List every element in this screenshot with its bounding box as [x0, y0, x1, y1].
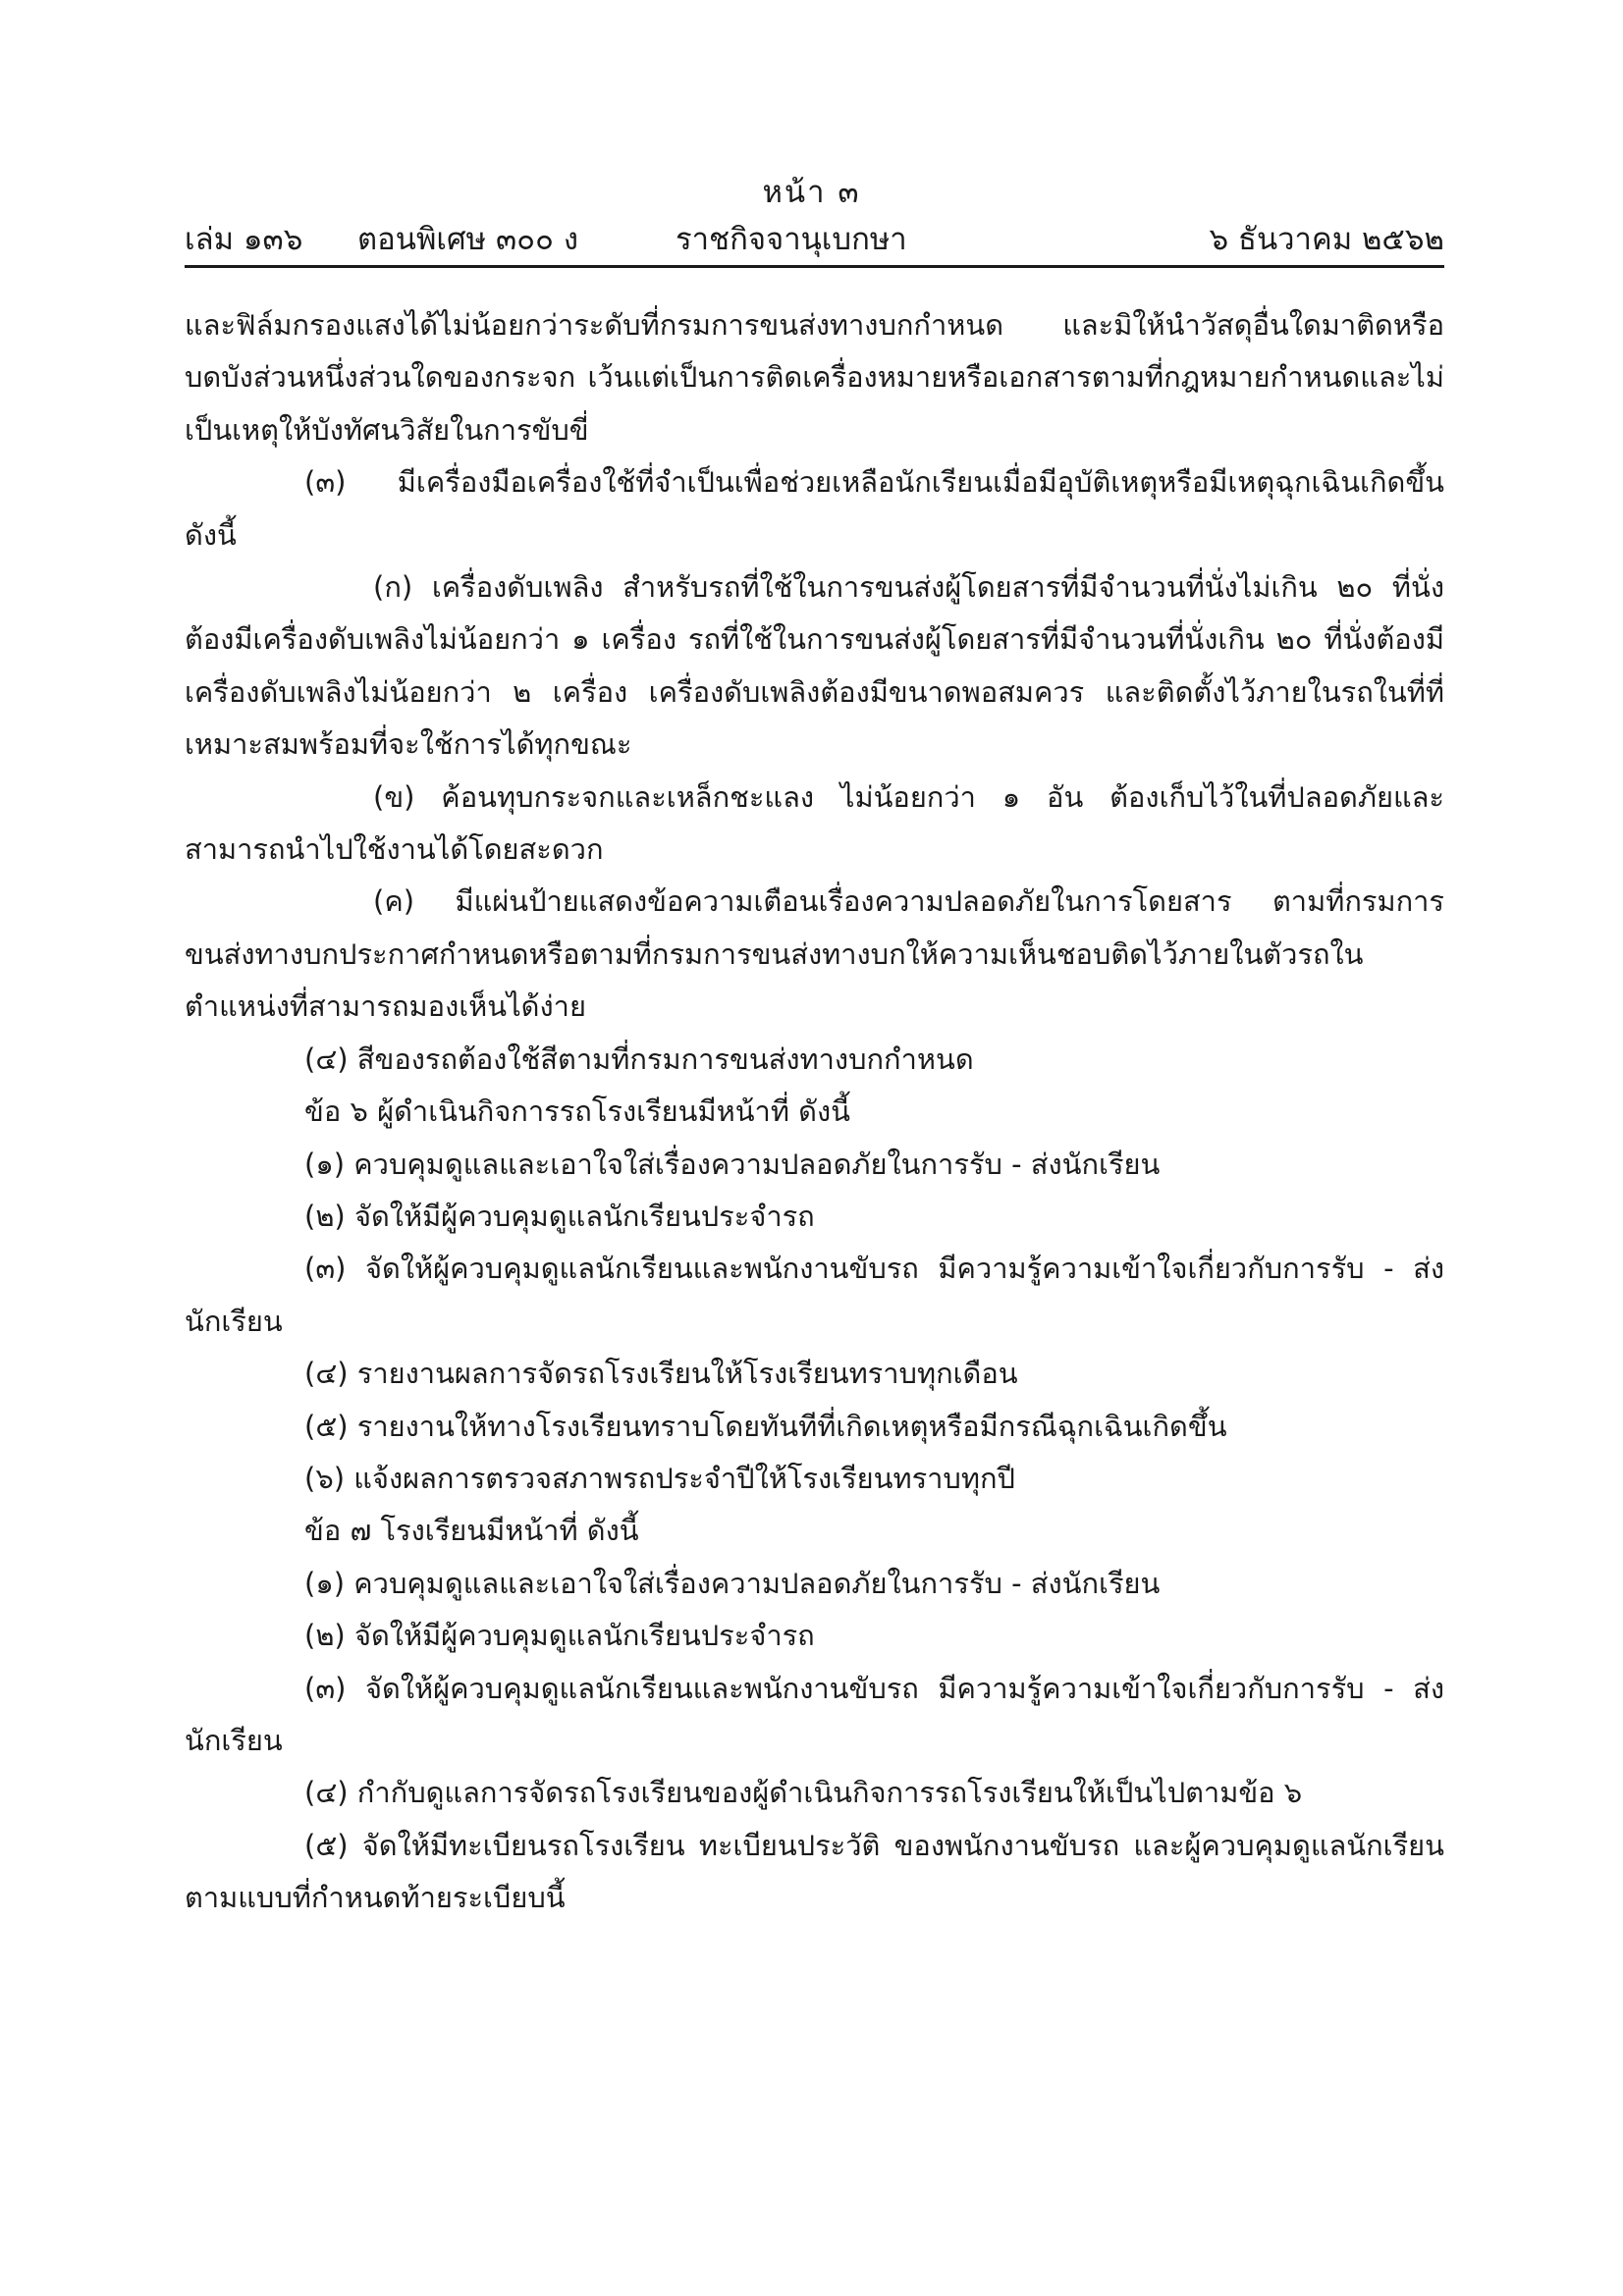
- paragraph: (ก) เครื่องดับเพลิง สำหรับรถที่ใช้ในการขนส่งผู้โดยสารที่มีจำนวนที่นั่งไม่เกิน ๒๐ ที่นั่งต้องมีเครื่องดับเพลิงไม่น้อยกว่า ๑ เครื่อง รถที่ใช้ในการขนส่งผู้โดยสารที่มีจำนวนที่นั่งเกิน ๒๐ ที่นั่งต้องมีเครื่องดับเพลิงไม่น้อยกว่า ๒ เครื่อง เครื่องดับเพลิงต้องมีขนาดพอสมควร และติดตั้งไว้ภายในรถในที่ที่เหมาะสมพร้อมที่จะใช้การได้ทุกขณะ: [185, 570, 1444, 762]
- paragraph: (ค) มีแผ่นป้ายแสดงข้อความเตือนเรื่องความปลอดภัยในการโดยสาร ตามที่กรมการขนส่งทางบกประกาศกำหนดหรือตามที่กรมการขนส่งทางบกให้ความเห็นชอบติดไว้ภายในตัวรถในตำแหน่งที่สามารถมองเห็นได้ง่าย: [185, 884, 1444, 1024]
- paragraph: (๔) รายงานผลการจัดรถโรงเรียนให้โรงเรียนทราบทุกเดือน: [304, 1357, 1018, 1391]
- paragraph: (๕) จัดให้มีทะเบียนรถโรงเรียน ทะเบียนประวัติ ของพนักงานขับรถ และผู้ควบคุมดูแลนักเรียนตามแบบที่กำหนดท้ายระเบียบนี้: [185, 1828, 1444, 1915]
- paragraph: (ข) ค้อนทุบกระจกและเหล็กชะแลง ไม่น้อยกว่า ๑ อัน ต้องเก็บไว้ในที่ปลอดภัยและสามารถนำไปใช้งานได้โดยสะดวก: [185, 779, 1444, 867]
- clause-heading: ข้อ ๖ ผู้ดำเนินกิจการรถโรงเรียนมีหน้าที่ ดังนี้: [304, 1095, 850, 1129]
- paragraph: (๓) จัดให้ผู้ควบคุมดูแลนักเรียนและพนักงานขับรถ มีความรู้ความเข้าใจเกี่ยวกับการรับ - ส่งนักเรียน: [185, 1252, 1444, 1338]
- paragraph: (๒) จัดให้มีผู้ควบคุมดูแลนักเรียนประจำรถ: [304, 1619, 815, 1653]
- paragraph: (๓) มีเครื่องมือเครื่องใช้ที่จำเป็นเพื่อช่วยเหลือนักเรียนเมื่อมีอุบัติเหตุหรือมีเหตุฉุกเฉินเกิดขึ้นดังนี้: [185, 465, 1444, 552]
- gazette-title: ราชกิจจานุเบกษา: [676, 222, 907, 257]
- paragraph: (๑) ควบคุมดูแลและเอาใจใส่เรื่องความปลอดภัยในการรับ - ส่งนักเรียน: [304, 1147, 1161, 1181]
- paragraph: และฟิล์มกรองแสงได้ไม่น้อยกว่าระดับที่กรมการขนส่งทางบกกำหนด และมิให้นำวัสดุอื่นใดมาติดหรือบดบังส่วนหนึ่งส่วนใดของกระจก เว้นแต่เป็นการติดเครื่องหมายหรือเอกสารตามที่กฎหมายกำหนดและไม่เป็นเหตุให้บังทัศนวิสัยในการขับขี่: [185, 308, 1444, 447]
- document-body: [185, 299, 1444, 1925]
- paragraph: (๔) กำกับดูแลการจัดรถโรงเรียนของผู้ดำเนินกิจการรถโรงเรียนให้เป็นไปตามข้อ ๖: [304, 1776, 1303, 1810]
- paragraph: (๖) แจ้งผลการตรวจสภาพรถประจำปีให้โรงเรียนทราบทุกปี: [304, 1461, 1015, 1495]
- publication-date: ๖ ธันวาคม ๒๕๖๒: [1209, 222, 1444, 257]
- paragraph: (๒) จัดให้มีผู้ควบคุมดูแลนักเรียนประจำรถ: [304, 1199, 815, 1233]
- paragraph: (๓) จัดให้ผู้ควบคุมดูแลนักเรียนและพนักงานขับรถ มีความรู้ความเข้าใจเกี่ยวกับการรับ - ส่งนักเรียน: [185, 1671, 1444, 1757]
- volume-number: เล่ม ๑๓๖: [185, 222, 303, 257]
- issue-number: ตอนพิเศษ ๓๐๐ ง: [357, 222, 578, 257]
- paragraph: (๕) รายงานให้ทางโรงเรียนทราบโดยทันทีที่เกิดเหตุหรือมีกรณีฉุกเฉินเกิดขึ้น: [304, 1409, 1227, 1443]
- paragraph: (๔) สีของรถต้องใช้สีตามที่กรมการขนส่งทางบกกำหนด: [304, 1041, 974, 1076]
- gazette-header-row: [185, 214, 1444, 259]
- page-number: หน้า ๓: [762, 175, 861, 210]
- header-rule: [185, 265, 1444, 268]
- paragraph: (๑) ควบคุมดูแลและเอาใจใส่เรื่องความปลอดภัยในการรับ - ส่งนักเรียน: [304, 1566, 1161, 1600]
- clause-heading: ข้อ ๗ โรงเรียนมีหน้าที่ ดังนี้: [304, 1514, 639, 1548]
